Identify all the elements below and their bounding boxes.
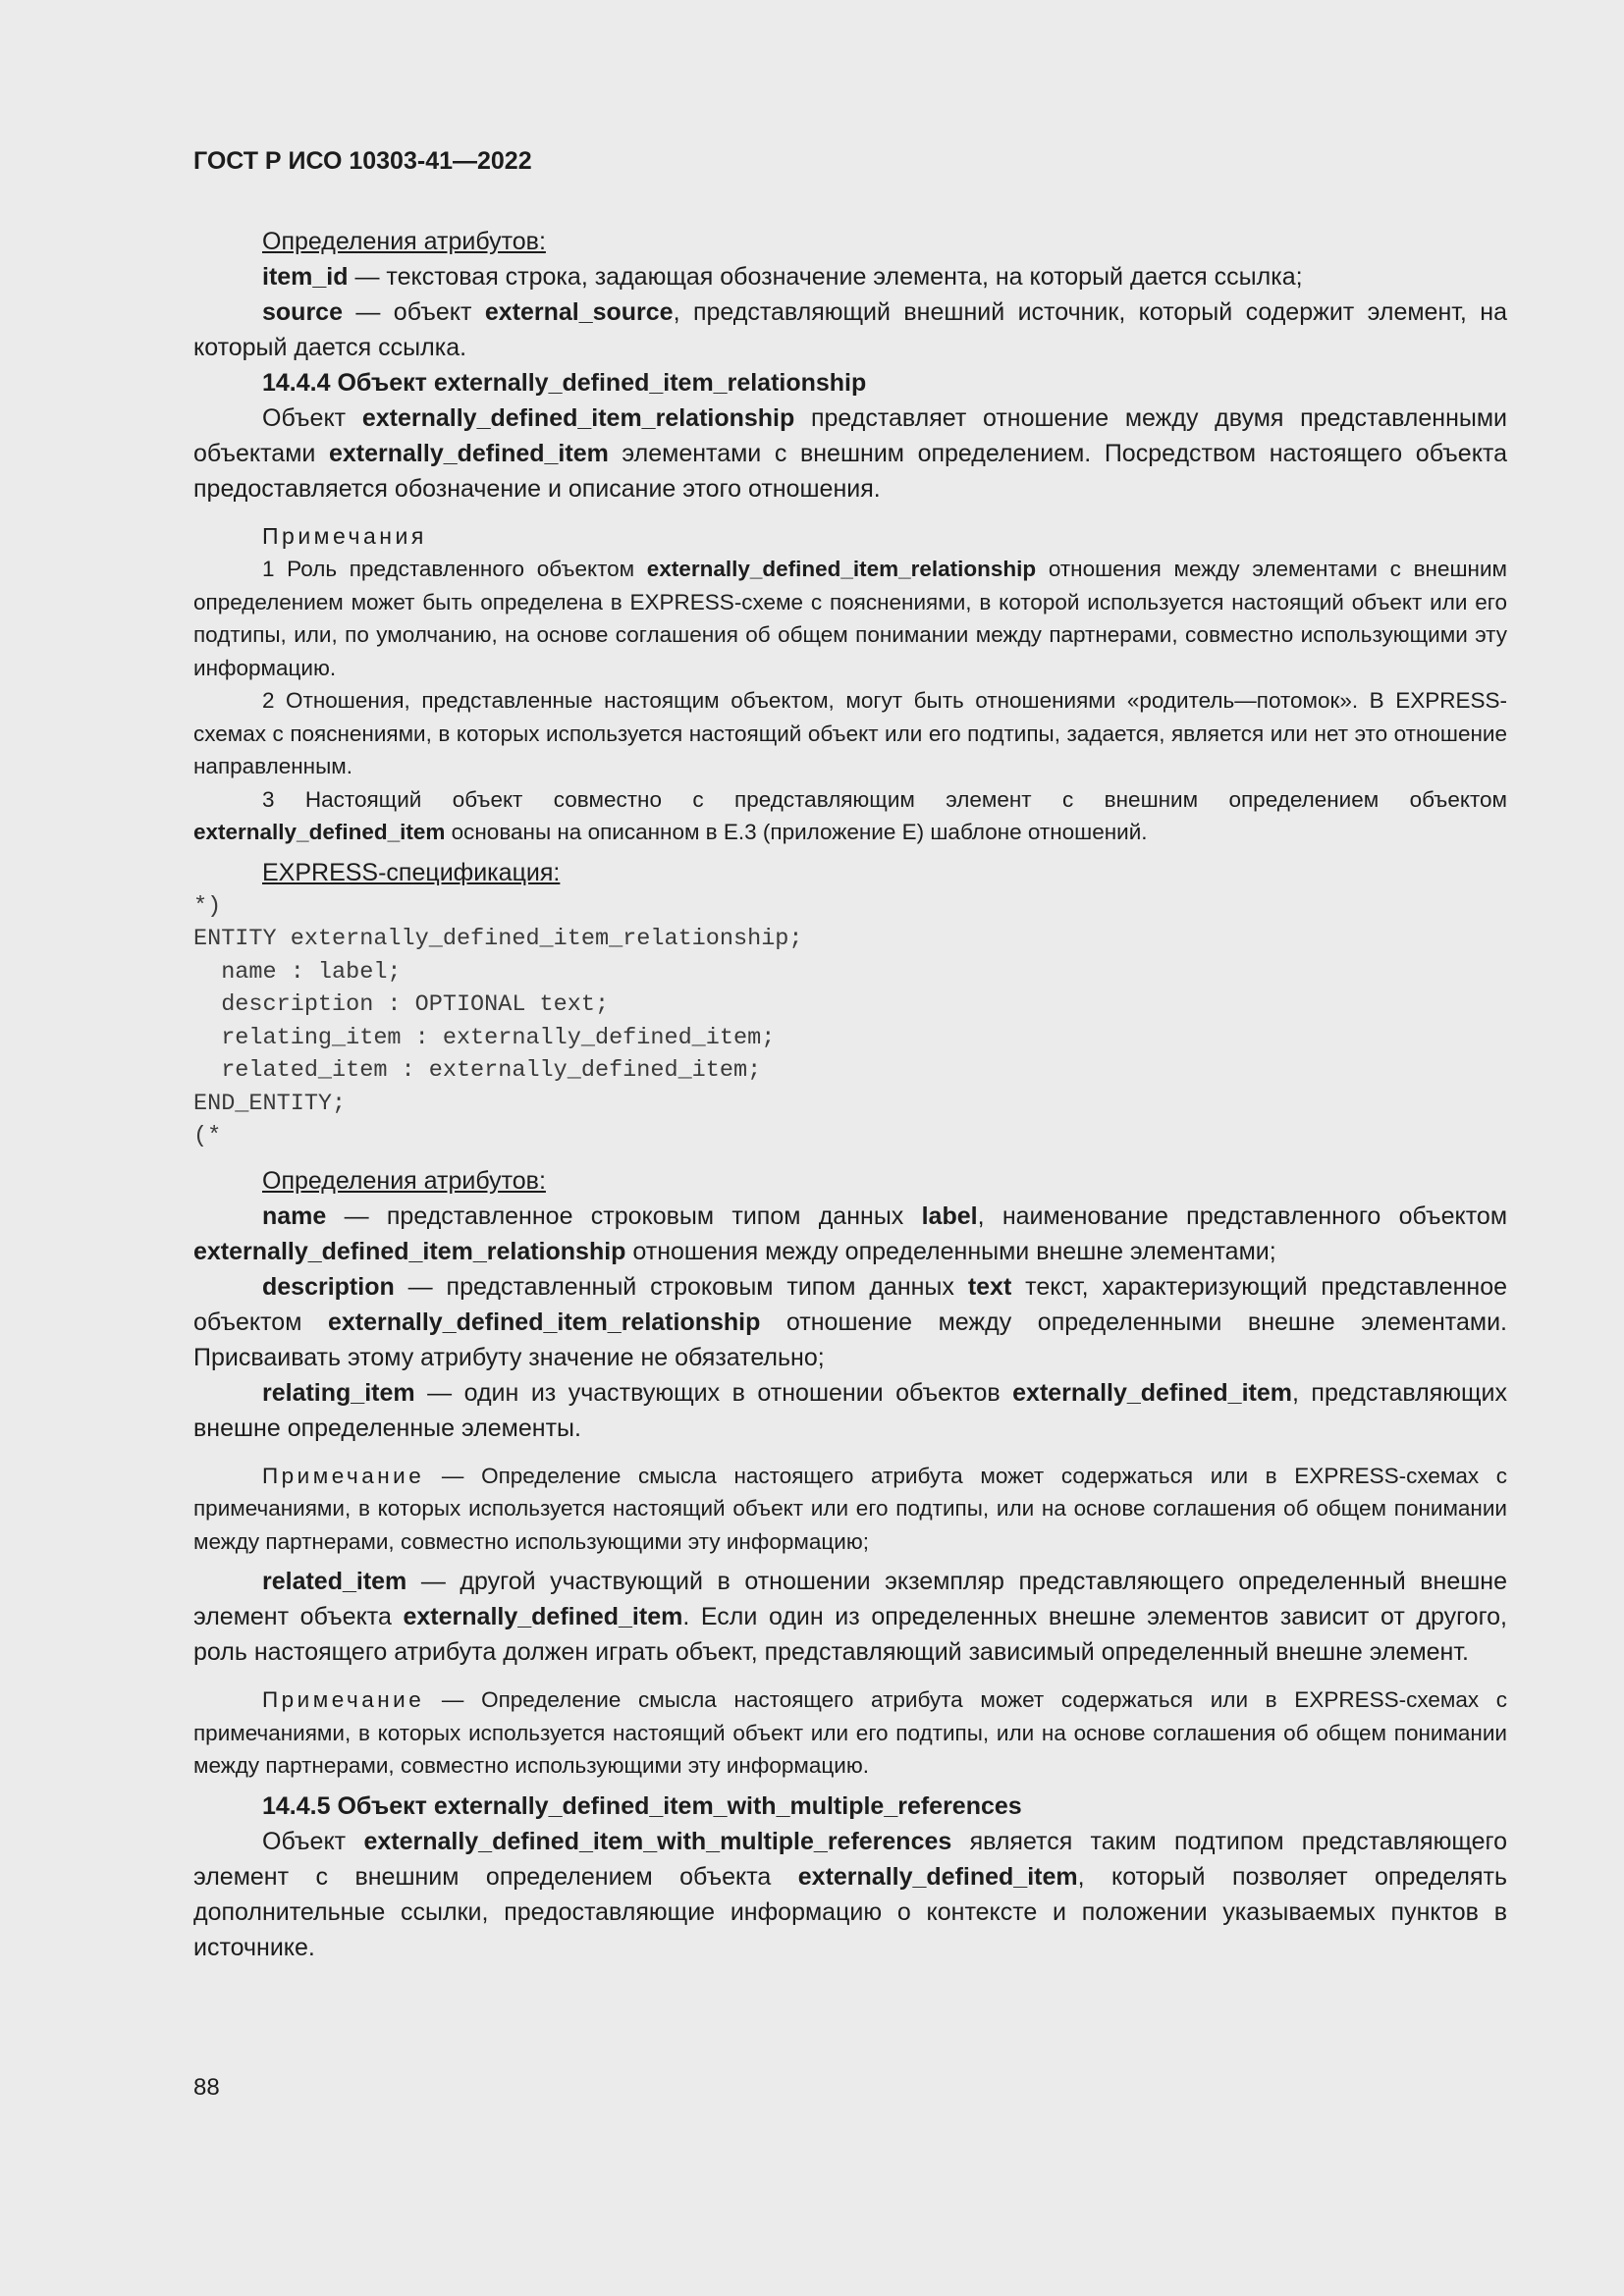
text: отношения между элементами с внешним определением может быть определена в EXPRESS-схеме с пояснениями, в которой используется настоящий объект или его подтипы, или, по умолчанию, на основе соглашения об общем понимании между партнерами, совместно использующими эту информацию. <box>193 557 1507 680</box>
definition: — текстовая строка, задающая обозначение элемента, на который дается ссылка; <box>348 263 1303 291</box>
text: — представленный строковым типом данных <box>394 1272 968 1301</box>
text: Объект <box>262 404 362 432</box>
attribute-definitions-title: Определения атрибутов: <box>262 228 546 255</box>
document-header: ГОСТ Р ИСО 10303-41—2022 <box>193 147 532 175</box>
note-1 <box>193 553 1507 684</box>
note-text <box>193 1683 1507 1783</box>
entity-ref: externally_defined_item_relationship <box>193 1237 626 1265</box>
note-2: 2 Отношения, представленные настоящим объектом, могут быть отношениями «родитель—потомок». В EXPRESS-схемах с пояснениями, в которых используется настоящий объект или его подтипы, задается, является или нет это отношение направленным. <box>193 688 1507 778</box>
entity-ref: externally_defined_item_relationship <box>327 1308 761 1336</box>
text: , представляющих внешне определенные элементы. <box>193 1378 1508 1442</box>
attribute-name <box>193 1199 1507 1269</box>
definition: , представляющий внешний источник, который содержит элемент, на который дается ссылка. <box>193 298 1507 361</box>
note-label: Примечание <box>262 1463 425 1488</box>
notes-title: Примечания <box>262 523 427 549</box>
term: item_id <box>262 263 349 291</box>
text: 1 Роль представленного объектом <box>262 557 647 581</box>
entity-ref: externally_defined_item <box>1012 1378 1292 1407</box>
type-ref: label <box>921 1201 978 1230</box>
text: представляет отношение между двумя представленными объектами <box>193 404 1508 467</box>
attribute-relating-item <box>193 1375 1507 1446</box>
text: , наименование представленного объектом <box>977 1201 1508 1230</box>
text: , который позволяет определять дополнительные ссылки, предоставляющие информацию о контексте и положении указываемых пунктов в источнике. <box>193 1862 1507 1961</box>
text: отношение между определенными внешне элементами. Присваивать этому атрибуту значение не обязательно; <box>193 1308 1507 1371</box>
text: является таким подтипом представляющего элемент с внешним определением объекта <box>193 1827 1508 1891</box>
entity-ref: externally_defined_item <box>797 1862 1078 1891</box>
text: — другой участвующий в отношении экземпляр представляющего определенный внешне элемент объекта <box>193 1568 1507 1630</box>
express-spec-title: EXPRESS-спецификация: <box>262 858 561 886</box>
text: 3 Настоящий объект совместно с представляющим элемент с внешним определением объектом <box>262 786 1507 812</box>
text: элементами с внешним определением. Посредством настоящего объекта предоставляется обозначение и описание этого отношения. <box>193 440 1508 503</box>
text: — один из участвующих в отношении объектов <box>414 1378 1013 1407</box>
note-relating-item <box>193 1460 1507 1559</box>
entity-ref: externally_defined_item_relationship <box>646 557 1037 581</box>
express-code-block: *) ENTITY externally_defined_item_relationship; name : label; description : OPTIONAL text; relating_item : externally_defined_item; related_item : externally_defined_item; END_ENTITY; (* <box>193 892 803 1149</box>
attribute-description <box>193 1269 1507 1375</box>
section-14-4-5-paragraph <box>193 1824 1507 1965</box>
notes-block <box>193 520 1507 849</box>
note-3 <box>193 783 1507 849</box>
page-content <box>193 224 1507 1965</box>
entity-ref: externally_defined_item_relationship <box>361 404 795 432</box>
entity-ref: externally_defined_item <box>403 1603 683 1630</box>
entity-ref: externally_defined_item_with_multiple_references <box>363 1827 952 1855</box>
type-ref: text <box>967 1272 1012 1301</box>
entity-ref: externally_defined_item <box>193 820 446 844</box>
text: — Определение смысла настоящего атрибута может содержаться или в EXPRESS-схемах с примечаниями, в которых используется настоящий объект или его подтипы, или на основе соглашения об общем понимании между партнерами, совместно использующими эту информацию. <box>193 1687 1507 1778</box>
attribute-item-id <box>193 259 1507 294</box>
text: — Определение смысла настоящего атрибута может содержаться или в EXPRESS-схемах с примечаниями, в которых используется настоящий объект или его подтипы, или на основе соглашения об общем понимании между партнерами, совместно использующими эту информацию; <box>193 1463 1507 1554</box>
attribute-source <box>193 294 1507 365</box>
note-related-item <box>193 1683 1507 1783</box>
term: related_item <box>262 1568 407 1595</box>
text: Объект <box>262 1827 364 1855</box>
section-heading-14-4-5: 14.4.5 Объект externally_defined_item_with_multiple_references <box>262 1791 1022 1820</box>
term: relating_item <box>262 1378 415 1407</box>
term: description <box>262 1272 395 1301</box>
entity-ref: externally_defined_item <box>328 440 609 467</box>
text: отношения между определенными внешне элементами; <box>625 1237 1276 1265</box>
note-label: Примечание <box>262 1687 425 1712</box>
term: name <box>262 1201 327 1230</box>
text: основаны на описанном в E.3 (приложение E) шаблоне отношений. <box>445 820 1148 844</box>
text: — представленное строковым типом данных <box>326 1201 922 1230</box>
term: source <box>262 298 343 326</box>
text: . Если один из определенных внешне элементов зависит от другого, роль настоящего атрибута должен играть объект, представляющий зависимый определенный внешне элемент. <box>193 1603 1507 1666</box>
text: текст, характеризующий представленное объектом <box>193 1272 1508 1336</box>
attribute-definitions-title-2: Определения атрибутов: <box>262 1166 546 1195</box>
attribute-related-item <box>193 1564 1507 1670</box>
entity-ref: external_source <box>484 298 674 326</box>
page-number: 88 <box>193 2074 220 2101</box>
section-14-4-4-paragraph <box>193 400 1507 507</box>
section-heading-14-4-4: 14.4.4 Объект externally_defined_item_relationship <box>262 369 867 397</box>
note-text <box>193 1460 1507 1559</box>
definition: — объект <box>342 298 485 326</box>
